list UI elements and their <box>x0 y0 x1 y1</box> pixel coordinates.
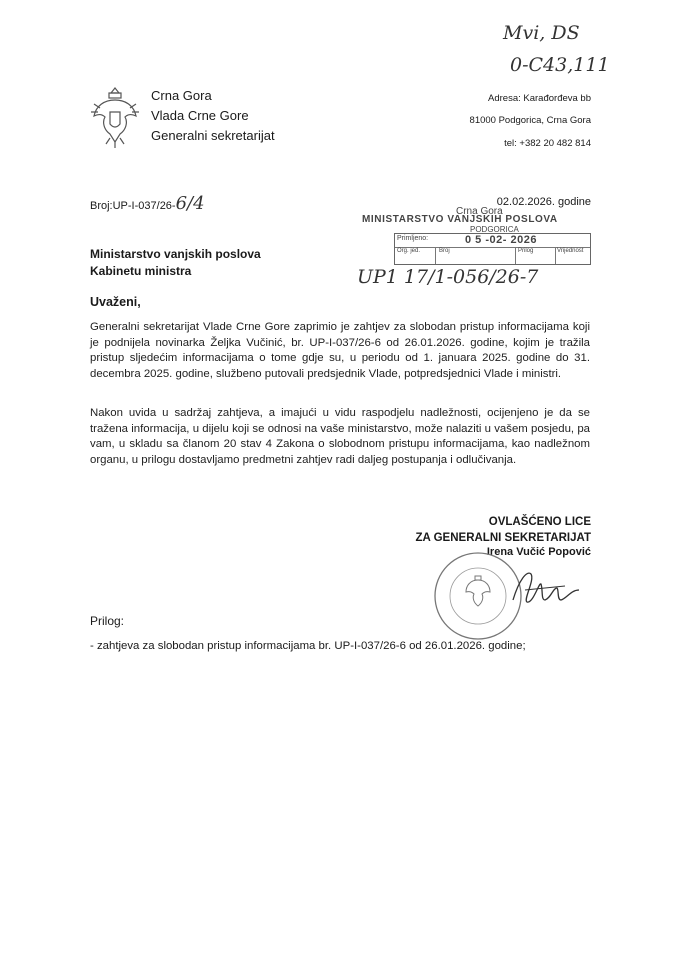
stamp-col-org: Org. jed. <box>397 248 421 254</box>
stamp-col-broj: Broj <box>439 248 450 254</box>
document-date: 02.02.2026. godine <box>496 196 591 208</box>
reference-number-text: Broj:UP-I-037/26- <box>90 200 176 212</box>
attachment-label: Prilog: <box>90 614 125 628</box>
salutation: Uvaženi, <box>90 295 141 309</box>
handwritten-note-top: Mvi, DS <box>503 22 580 44</box>
handwritten-registry-number: UP1 17/1-056/26-7 <box>357 266 539 288</box>
recipient-ministry: Ministarstvo vanjskih poslova <box>90 247 261 261</box>
stamp-city: PODGORICA <box>470 225 519 234</box>
address-phone: tel: +382 20 482 814 <box>504 138 591 149</box>
signature-title: OVLAŠĆENO LICE <box>488 516 591 528</box>
stamp-country: Crna Gora <box>456 206 503 217</box>
recipient-cabinet: Kabinetu ministra <box>90 264 192 278</box>
header-secretariat: Generalni sekretarijat <box>151 128 275 143</box>
handwritten-ref-suffix: 6/4 <box>175 193 205 214</box>
stamp-col-prilog: Prilog <box>518 248 534 254</box>
signature-subtitle: ZA GENERALNI SEKRETARIJAT <box>415 532 591 544</box>
stamp-ministry: MINISTARSTVO VANJSKIH POSLOVA <box>362 214 558 225</box>
handwritten-signature <box>505 560 585 620</box>
attachment-item: - zahtjeva za slobodan pristup informacijama br. UP-I-037/26-6 od 26.01.2026. godine; <box>90 640 526 652</box>
header-government: Vlada Crne Gore <box>151 108 249 123</box>
handwritten-note-second: 0-C43,111 <box>510 54 610 76</box>
coat-of-arms-emblem <box>90 84 140 150</box>
stamp-received-label: Primljeno: <box>397 235 429 242</box>
body-paragraph-1: Generalni sekretarijat Vlade Crne Gore zaprimio je zahtjev za slobodan pristup informacijama koji je podnijela novinarka Željka Vučinić, br. UP-I-037/26-6 od 26.01.2026. godine, kojim je tražila pristup sljedećim informacijama o tome gdje su, u periodu od 1. januara 2025. godine do 31. decembra 2025. godine, službeno putovali predsjednik Vlade, potpredsjednici Vlade i ministri. <box>90 321 590 380</box>
stamp-received-date: 0 5 -02- 2026 <box>465 234 537 246</box>
header-country: Crna Gora <box>151 88 212 103</box>
address-street: Adresa: Karađorđeva bb <box>488 93 591 104</box>
body-paragraph-2: Nakon uvida u sadržaj zahtjeva, a imajući u vidu raspodjelu nadležnosti, ocijenjeno je da se tražena informacija, u dijelu koji se odnosi na vaše ministarstvo, može nalaziti u vašem posjedu, pa vam, u skladu sa članom 20 stav 4 Zakona o slobodnom pristupu informacijama, kao nadležnom organu, u prilogu dostavljamo predmetni zahtjev radi daljeg postupanja i odlučivanja. <box>90 407 590 466</box>
signatory-name: Irena Vučić Popović <box>486 546 591 558</box>
reference-number <box>90 193 205 214</box>
receipt-stamp <box>362 206 591 264</box>
stamp-table <box>394 233 591 265</box>
address-city: 81000 Podgorica, Crna Gora <box>469 115 591 126</box>
stamp-col-vrijednost: Vrijednost <box>557 248 584 254</box>
